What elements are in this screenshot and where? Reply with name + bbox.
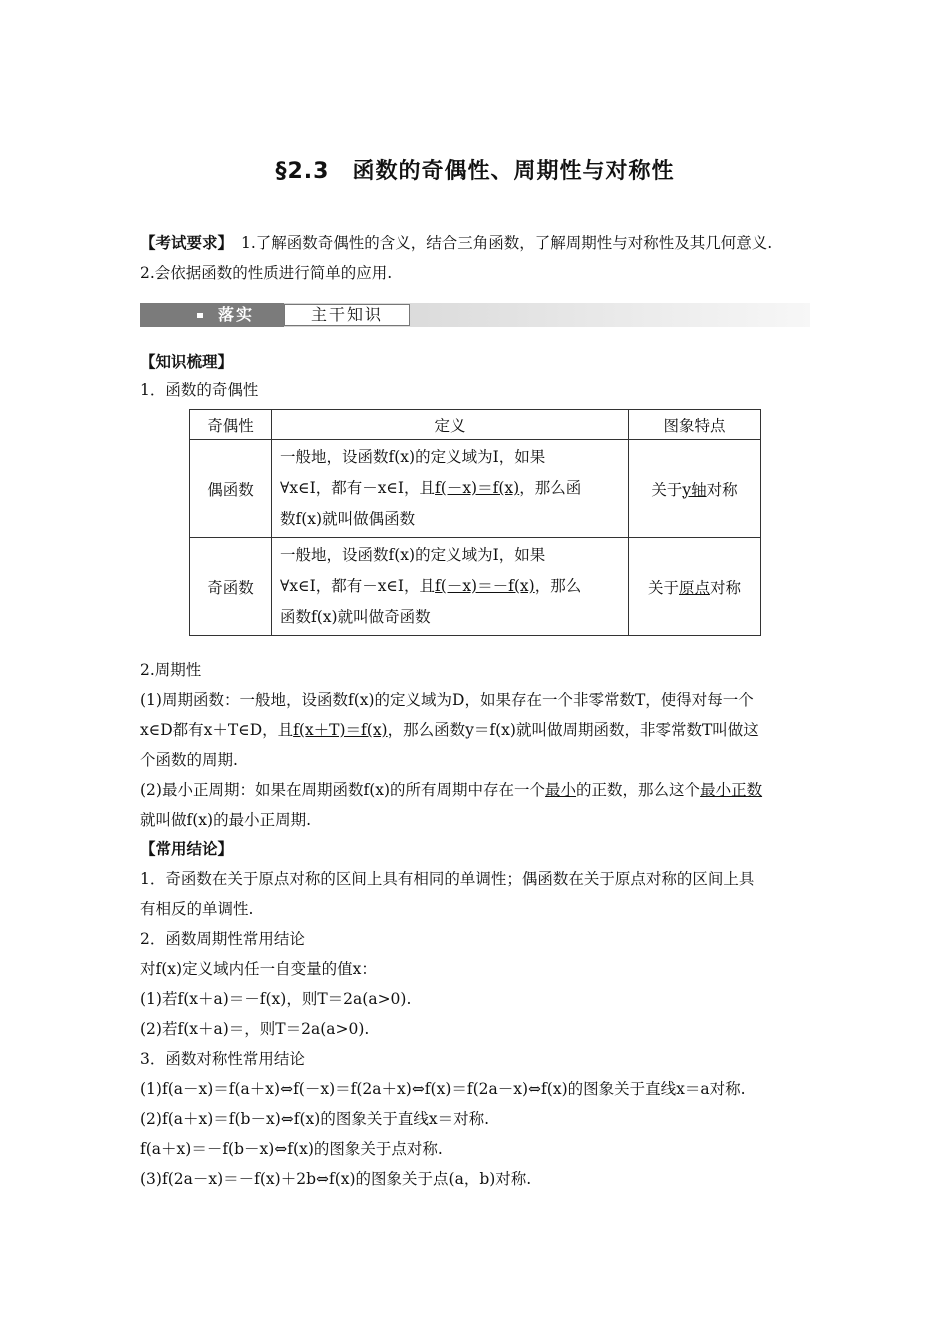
conclusion-1-line-1: 1．奇函数在关于原点对称的区间上具有相同的单调性；偶函数在关于原点对称的区间上具 [140,870,755,888]
conclusion-2-item-1: (1)若f(x＋a)＝－f(x)，则T＝2a(a>0). [140,990,412,1008]
conclusion-1-line-2: 有相反的单调性. [140,900,254,918]
conclusion-2-heading: 2．函数周期性常用结论 [140,930,305,948]
underlined-answer: 最小正数 [700,781,763,799]
underlined-answer: f(－x)＝f(x) [435,479,520,497]
banner-dark-part [140,303,284,327]
knowledge-heading: 【知识梳理】 [140,352,234,371]
requirement-1: 1.了解函数奇偶性的含义，结合三角函数，了解周期性与对称性及其几何意义. [241,234,773,252]
section-parity-heading: 1．函数的奇偶性 [140,381,259,399]
conclusion-3-item-2: (2)f(a＋x)＝f(b－x)⇔f(x)的图象关于直线x＝对称. [140,1110,489,1128]
row-name-odd: 奇函数 [190,538,272,636]
min-period-line-1: (2)最小正周期：如果在周期函数f(x)的所有周期中存在一个最小的正数，那么这个最小正数 [140,781,763,799]
banner-label-left: 落实 [218,305,255,324]
underlined-answer: f(－x)＝－f(x) [435,577,535,595]
period-def-line-1: (1)周期函数：一般地，设函数f(x)的定义域为D，如果存在一个非零常数T，使得对每一个 [140,691,754,709]
underlined-answer: y轴 [682,480,707,499]
table-header-cell: 图象特点 [629,410,761,440]
conclusion-3-item-3: f(a＋x)＝－f(b－x)⇔f(x)的图象关于点对称. [140,1140,443,1158]
banner-label-right: 主干知识 [284,304,410,326]
underlined-answer: 原点 [678,578,710,597]
row-definition-odd: 一般地，设函数f(x)的定义域为I，如果 ∀x∈I，都有－x∈I，且f(－x)＝－f(x)，那么 函数f(x)就叫做奇函数 [272,538,629,636]
period-def-line-3: 个函数的周期. [140,751,238,769]
conclusions-heading: 【常用结论】 [140,839,234,858]
table-header-cell: 奇偶性 [190,410,272,440]
conclusion-2-intro: 对f(x)定义域内任一自变量的值x： [140,960,377,978]
row-feature-odd: 关于原点对称 [629,538,761,636]
parity-table [189,409,761,636]
table-header-cell: 定义 [272,410,629,440]
requirements-tag: 【考试要求】 [140,233,234,252]
conclusion-3-item-1: (1)f(a－x)＝f(a＋x)⇔f(－x)＝f(2a＋x)⇔f(x)＝f(2a－x)⇔f(x)的图象关于直线x＝a对称. [140,1080,746,1098]
requirement-2: 2.会依据函数的性质进行简单的应用. [140,264,393,282]
conclusion-3-heading: 3．函数对称性常用结论 [140,1050,305,1068]
square-bullet-icon [197,313,203,318]
section-period-heading: 2.周期性 [140,661,202,679]
page-title: §2.3 函数的奇偶性、周期性与对称性 [275,159,675,184]
row-feature-even: 关于y轴对称 [629,440,761,538]
row-name-even: 偶函数 [190,440,272,538]
underlined-answer: f(x＋T)＝f(x) [293,721,388,739]
table-header-row [190,410,761,440]
row-definition-even: 一般地，设函数f(x)的定义域为I，如果 ∀x∈I，都有－x∈I，且f(－x)＝f(x)，那么函 数f(x)就叫做偶函数 [272,440,629,538]
table-row [190,440,761,538]
conclusions-section [140,834,812,1194]
section-banner [140,303,810,327]
conclusion-3-item-4: (3)f(2a－x)＝－f(x)＋2b⇔f(x)的图象关于点(a，b)对称. [140,1170,532,1188]
periodicity-section [140,655,812,835]
exam-requirements [140,228,812,288]
conclusion-2-item-2: (2)若f(x＋a)＝，则T＝2a(a>0). [140,1020,370,1038]
min-period-line-2: 就叫做f(x)的最小正周期. [140,811,312,829]
table-row [190,538,761,636]
underlined-answer: 最小 [545,781,577,799]
period-def-line-2: x∈D都有x＋T∈D，且f(x＋T)＝f(x)，那么函数y＝f(x)就叫做周期函数，非零常数T叫做这 [140,721,759,739]
